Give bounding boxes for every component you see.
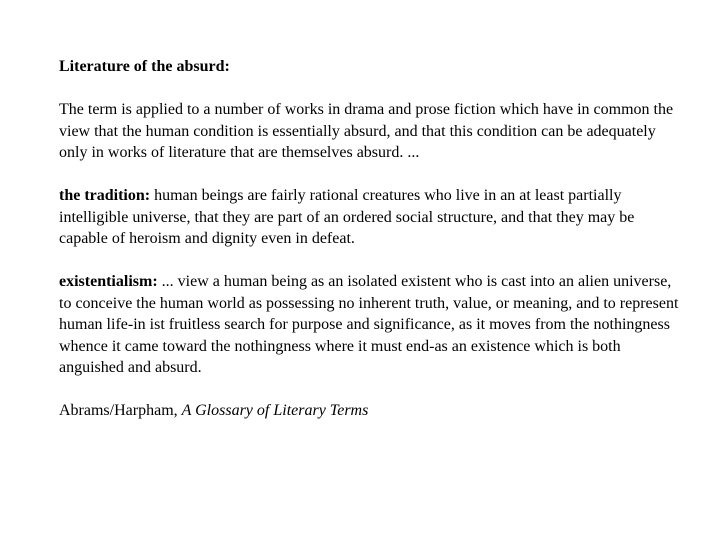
existentialism-paragraph (59, 271, 680, 379)
citation-author: Abrams/Harpham, (59, 402, 182, 419)
tradition-term: the tradition: (59, 187, 151, 204)
slide-heading: Literature of the absurd: (59, 58, 230, 75)
citation (59, 400, 680, 422)
intro-paragraph: The term is applied to a number of works in drama and prose fiction which have in common the view that the human condition is essentially absurd, and that this condition can be adequately only in works of literature that are themselves absurd. ... (59, 101, 674, 161)
existentialism-text: ... view a human being as an isolated existent who is cast into an alien universe, to conceive the human world as possessing no inherent truth, value, or meaning, and to represent human life-in ist fruitless search for purpose and significance, as it moves from the nothingness whence it came toward the nothingness where it must end-as an existence which is both anguished and absurd. (59, 273, 679, 376)
tradition-text: human beings are fairly rational creatures who live in an at least partially intelligible universe, that they are part of an ordered social structure, and that they may be capable of heroism and dignity even in defeat. (59, 187, 635, 247)
tradition-paragraph (59, 185, 680, 250)
citation-title: A Glossary of Literary Terms (181, 402, 369, 419)
existentialism-term: existentialism: (59, 273, 158, 290)
